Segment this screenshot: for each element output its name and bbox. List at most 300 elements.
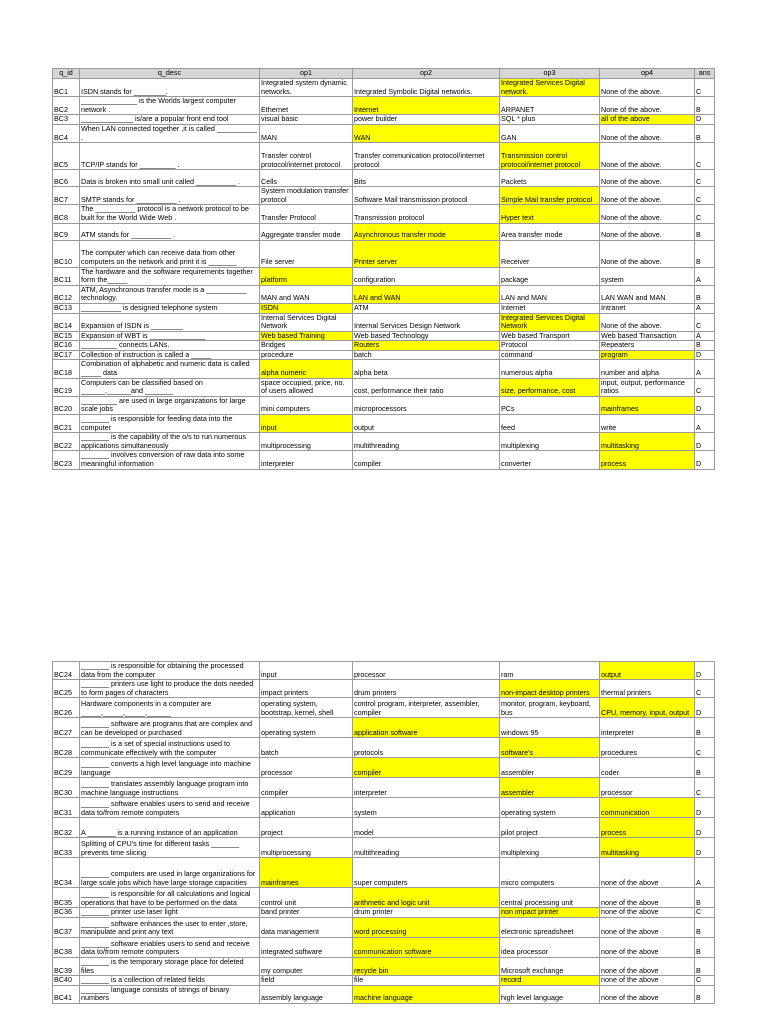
q-desc-cell: ISDN stands for ________. bbox=[80, 79, 260, 97]
ans-cell: B bbox=[695, 718, 715, 738]
op2-cell: Internal Services Design Network bbox=[353, 313, 500, 331]
ans-cell: B bbox=[695, 888, 715, 908]
op4-cell: multitasking bbox=[600, 838, 695, 858]
q-desc-cell: Collection of instruction is called a _____ bbox=[80, 350, 260, 360]
ans-cell: B bbox=[695, 985, 715, 1003]
op2-cell: Bits bbox=[353, 170, 500, 187]
q-id-cell: BC36 bbox=[53, 908, 80, 918]
op1-cell: platform bbox=[260, 267, 353, 285]
op1-cell: field bbox=[260, 976, 353, 986]
table-row bbox=[53, 798, 715, 818]
q-id-cell: BC23 bbox=[53, 451, 80, 469]
table-row bbox=[53, 738, 715, 758]
ans-cell: D bbox=[695, 115, 715, 125]
ans-cell: D bbox=[695, 451, 715, 469]
op4-cell: none of the above bbox=[600, 858, 695, 888]
op3-cell: idea processor bbox=[500, 937, 600, 957]
ans-cell: C bbox=[695, 680, 715, 698]
q-desc-cell: _______ is a set of special instructions used to communicate effectively with the computer bbox=[80, 738, 260, 758]
q-desc-cell: _______ is a collection of related fields bbox=[80, 976, 260, 986]
op2-cell: microprocessors bbox=[353, 396, 500, 414]
q-desc-cell: _______ is the capability of the o/s to run numerous applications simultaneously bbox=[80, 433, 260, 451]
op3-cell: command bbox=[500, 350, 600, 360]
table-row bbox=[53, 303, 715, 313]
op4-cell: None of the above. bbox=[600, 187, 695, 205]
op2-cell: control program, interpreter, assembler, compiler bbox=[353, 698, 500, 718]
ans-cell: B bbox=[695, 285, 715, 303]
q-id-cell: BC20 bbox=[53, 396, 80, 414]
q-id-cell: BC15 bbox=[53, 331, 80, 341]
ans-cell: C bbox=[695, 205, 715, 223]
ans-cell: A bbox=[695, 858, 715, 888]
table-row bbox=[53, 396, 715, 414]
header-q-id: q_id bbox=[53, 69, 80, 79]
op4-cell: None of the above. bbox=[600, 205, 695, 223]
q-desc-cell: ______________ is the Worlds largest computer network . bbox=[80, 97, 260, 115]
op1-cell: Bridges bbox=[260, 341, 353, 351]
ans-cell: D bbox=[695, 662, 715, 680]
table-row bbox=[53, 170, 715, 187]
ans-cell: C bbox=[695, 313, 715, 331]
op2-cell: Internet bbox=[353, 97, 500, 115]
op1-cell: interpreter bbox=[260, 451, 353, 469]
ans-cell: B bbox=[695, 223, 715, 240]
op1-cell: operating system, bootstrap, kernel, shell bbox=[260, 698, 353, 718]
q-desc-cell: Combination of alphabetic and numeric data is called _____ data bbox=[80, 360, 260, 378]
op2-cell: compiler bbox=[353, 758, 500, 778]
op2-cell: multithreading bbox=[353, 838, 500, 858]
q-id-cell: BC7 bbox=[53, 187, 80, 205]
op3-cell: multiplexing bbox=[500, 433, 600, 451]
q-id-cell: BC39 bbox=[53, 957, 80, 975]
op1-cell: space occupied, price, no. of users allowed bbox=[260, 378, 353, 396]
q-desc-cell: ATM stands for __________ . bbox=[80, 223, 260, 240]
op3-cell: Integrated Services Digital network. bbox=[500, 79, 600, 97]
table-row bbox=[53, 433, 715, 451]
ans-cell: C bbox=[695, 738, 715, 758]
op1-cell: MAN and WAN bbox=[260, 285, 353, 303]
ans-cell: B bbox=[695, 97, 715, 115]
op3-cell: record bbox=[500, 976, 600, 986]
table-row bbox=[53, 985, 715, 1003]
op2-cell: configuration bbox=[353, 267, 500, 285]
op3-cell: Simple Mail transfer protocol bbox=[500, 187, 600, 205]
op3-cell: ram bbox=[500, 662, 600, 680]
table-row bbox=[53, 79, 715, 97]
op2-cell: Integrated Symbolic Digital networks. bbox=[353, 79, 500, 97]
ans-cell: D bbox=[695, 396, 715, 414]
ans-cell: B bbox=[695, 937, 715, 957]
q-desc-cell: _______ is responsible for feeding data into the computer bbox=[80, 415, 260, 433]
op1-cell: control unit bbox=[260, 888, 353, 908]
q-id-cell: BC41 bbox=[53, 985, 80, 1003]
table-row bbox=[53, 718, 715, 738]
op2-cell: WAN bbox=[353, 124, 500, 142]
ans-cell: A bbox=[695, 331, 715, 341]
op2-cell: ATM bbox=[353, 303, 500, 313]
q-desc-cell: The hardware and the software requirements together form the_____ bbox=[80, 267, 260, 285]
q-desc-cell: _______ translates assembly language program into machine language instructions bbox=[80, 778, 260, 798]
op3-cell: multiplexing bbox=[500, 838, 600, 858]
table-row bbox=[53, 838, 715, 858]
op1-cell: Aggregate transfer mode bbox=[260, 223, 353, 240]
q-id-cell: BC22 bbox=[53, 433, 80, 451]
op2-cell: application software bbox=[353, 718, 500, 738]
q-desc-cell: _______ printer use laser light bbox=[80, 908, 260, 918]
op2-cell: Asynchronous transfer mode bbox=[353, 223, 500, 240]
table-row bbox=[53, 313, 715, 331]
op4-cell: output bbox=[600, 662, 695, 680]
op3-cell: high level language bbox=[500, 985, 600, 1003]
q-desc-cell: _______ is responsible for all calculations and logical operations that have to be performed on the data bbox=[80, 888, 260, 908]
q-desc-cell: Computers can be classified based on ______,______and _______ bbox=[80, 378, 260, 396]
q-id-cell: BC28 bbox=[53, 738, 80, 758]
table-row bbox=[53, 451, 715, 469]
q-id-cell: BC33 bbox=[53, 838, 80, 858]
op1-cell: input bbox=[260, 662, 353, 680]
q-id-cell: BC35 bbox=[53, 888, 80, 908]
op3-cell: non impact printer bbox=[500, 908, 600, 918]
q-id-cell: BC1 bbox=[53, 79, 80, 97]
q-desc-cell: _______ converts a high level language into machine language bbox=[80, 758, 260, 778]
q-desc-cell: _______ is the temporary storage place for deleted files bbox=[80, 957, 260, 975]
ans-cell: B bbox=[695, 917, 715, 937]
op1-cell: System modulation transfer protocol bbox=[260, 187, 353, 205]
q-desc-cell: Splitting of CPU's time for different tasks _______ prevents time slicing bbox=[80, 838, 260, 858]
op3-cell: Receiver bbox=[500, 240, 600, 267]
table-row bbox=[53, 976, 715, 986]
table-row bbox=[53, 758, 715, 778]
q-desc-cell: _______ software enhances the user to enter ,store, manipulate and print any text bbox=[80, 917, 260, 937]
op3-cell: SQL * plus bbox=[500, 115, 600, 125]
q-id-cell: BC27 bbox=[53, 718, 80, 738]
op1-cell: File server bbox=[260, 240, 353, 267]
q-id-cell: BC16 bbox=[53, 341, 80, 351]
q-desc-cell: _______ software are programs that are complex and can be developed or purchased bbox=[80, 718, 260, 738]
q-id-cell: BC38 bbox=[53, 937, 80, 957]
op4-cell: None of the above. bbox=[600, 79, 695, 97]
q-desc-cell: _______ involves conversion of raw data into some meaningful information bbox=[80, 451, 260, 469]
op2-cell: drum printers bbox=[353, 680, 500, 698]
q-desc-cell: Data is broken into small unit called __________ . bbox=[80, 170, 260, 187]
q-id-cell: BC29 bbox=[53, 758, 80, 778]
op1-cell: band printer bbox=[260, 908, 353, 918]
q-desc-cell: __________ is designed telephone system bbox=[80, 303, 260, 313]
ans-cell: B bbox=[695, 240, 715, 267]
op4-cell: None of the above. bbox=[600, 143, 695, 170]
op1-cell: mini computers bbox=[260, 396, 353, 414]
op3-cell: size, performance, cost bbox=[500, 378, 600, 396]
table-row bbox=[53, 205, 715, 223]
question-table-2 bbox=[52, 661, 715, 1004]
table-row bbox=[53, 267, 715, 285]
ans-cell: C bbox=[695, 143, 715, 170]
op4-cell: Web based Transaction bbox=[600, 331, 695, 341]
op3-cell: Packets bbox=[500, 170, 600, 187]
op3-cell: electronic spreadsheet bbox=[500, 917, 600, 937]
header-op3: op3 bbox=[500, 69, 600, 79]
table-row bbox=[53, 778, 715, 798]
op2-cell: power builder bbox=[353, 115, 500, 125]
op2-cell: machine language bbox=[353, 985, 500, 1003]
header-q-desc: q_desc bbox=[80, 69, 260, 79]
q-id-cell: BC32 bbox=[53, 818, 80, 838]
header-row bbox=[53, 69, 715, 79]
op1-cell: Integrated system dynamic networks. bbox=[260, 79, 353, 97]
op1-cell: visual basic bbox=[260, 115, 353, 125]
q-id-cell: BC2 bbox=[53, 97, 80, 115]
q-desc-cell: _______ language consists of strings of binary numbers bbox=[80, 985, 260, 1003]
q-id-cell: BC19 bbox=[53, 378, 80, 396]
q-id-cell: BC31 bbox=[53, 798, 80, 818]
table-row bbox=[53, 415, 715, 433]
op2-cell: cost, performance their ratio bbox=[353, 378, 500, 396]
op4-cell: input, output, performance ratios bbox=[600, 378, 695, 396]
q-desc-cell: Expansion of ISDN is ________ bbox=[80, 313, 260, 331]
q-id-cell: BC6 bbox=[53, 170, 80, 187]
op4-cell: none of the above bbox=[600, 985, 695, 1003]
q-id-cell: BC12 bbox=[53, 285, 80, 303]
op3-cell: feed bbox=[500, 415, 600, 433]
op3-cell: Transmission control protocol/internet protocol bbox=[500, 143, 600, 170]
op1-cell: multiprocessing bbox=[260, 433, 353, 451]
table-row bbox=[53, 378, 715, 396]
op1-cell: multiprocessing bbox=[260, 838, 353, 858]
table-row bbox=[53, 115, 715, 125]
q-desc-cell: SMTP stands for __________ . bbox=[80, 187, 260, 205]
ans-cell: D bbox=[695, 350, 715, 360]
op3-cell: converter bbox=[500, 451, 600, 469]
op1-cell: Transfer control protocol/internet protocol bbox=[260, 143, 353, 170]
ans-cell: C bbox=[695, 187, 715, 205]
q-id-cell: BC17 bbox=[53, 350, 80, 360]
op4-cell: interpreter bbox=[600, 718, 695, 738]
op1-cell: procedure bbox=[260, 350, 353, 360]
op3-cell: ARPANET bbox=[500, 97, 600, 115]
table-row bbox=[53, 187, 715, 205]
table-row bbox=[53, 937, 715, 957]
table-row bbox=[53, 341, 715, 351]
ans-cell: C bbox=[695, 170, 715, 187]
op4-cell: thermal printers bbox=[600, 680, 695, 698]
op4-cell: coder bbox=[600, 758, 695, 778]
q-desc-cell: _______ software enables users to send and receive data to/from remote computers bbox=[80, 937, 260, 957]
table-row bbox=[53, 917, 715, 937]
q-id-cell: BC11 bbox=[53, 267, 80, 285]
op3-cell: assembler bbox=[500, 758, 600, 778]
op4-cell: write bbox=[600, 415, 695, 433]
ans-cell: A bbox=[695, 267, 715, 285]
ans-cell: A bbox=[695, 415, 715, 433]
ans-cell: C bbox=[695, 908, 715, 918]
header-op2: op2 bbox=[353, 69, 500, 79]
op4-cell: LAN WAN and MAN bbox=[600, 285, 695, 303]
op3-cell: GAN bbox=[500, 124, 600, 142]
op1-cell: processor bbox=[260, 758, 353, 778]
q-id-cell: BC21 bbox=[53, 415, 80, 433]
op2-cell: file bbox=[353, 976, 500, 986]
op4-cell: number and alpha bbox=[600, 360, 695, 378]
op2-cell: multithreading bbox=[353, 433, 500, 451]
table-row bbox=[53, 680, 715, 698]
op3-cell: Area transfer mode bbox=[500, 223, 600, 240]
q-id-cell: BC13 bbox=[53, 303, 80, 313]
op4-cell: None of the above. bbox=[600, 240, 695, 267]
op2-cell: compiler bbox=[353, 451, 500, 469]
table-row bbox=[53, 223, 715, 240]
q-id-cell: BC26 bbox=[53, 698, 80, 718]
op3-cell: assembler bbox=[500, 778, 600, 798]
q-id-cell: BC30 bbox=[53, 778, 80, 798]
op4-cell: Intranet bbox=[600, 303, 695, 313]
q-id-cell: BC9 bbox=[53, 223, 80, 240]
op3-cell: Protocol bbox=[500, 341, 600, 351]
op3-cell: PCs bbox=[500, 396, 600, 414]
op2-cell: alpha beta bbox=[353, 360, 500, 378]
ans-cell: A bbox=[695, 303, 715, 313]
op4-cell: processor bbox=[600, 778, 695, 798]
q-desc-cell: _______ is responsible for obtaining the processed data from the computer bbox=[80, 662, 260, 680]
op3-cell: central processing unit bbox=[500, 888, 600, 908]
op2-cell: Software Mail transmission protocol bbox=[353, 187, 500, 205]
op4-cell: process bbox=[600, 451, 695, 469]
op3-cell: Hyper text bbox=[500, 205, 600, 223]
op2-cell: system bbox=[353, 798, 500, 818]
op1-cell: ISDN bbox=[260, 303, 353, 313]
header-op4: op4 bbox=[600, 69, 695, 79]
ans-cell: D bbox=[695, 818, 715, 838]
op1-cell: my computer bbox=[260, 957, 353, 975]
q-desc-cell: _______ software enables users to send and receive data to/from remote computers bbox=[80, 798, 260, 818]
q-desc-cell: _________ are used in large organizations for large scale jobs bbox=[80, 396, 260, 414]
table-row bbox=[53, 818, 715, 838]
op2-cell: drum printer bbox=[353, 908, 500, 918]
op4-cell: None of the above. bbox=[600, 97, 695, 115]
op4-cell: None of the above. bbox=[600, 124, 695, 142]
ans-cell: C bbox=[695, 378, 715, 396]
op4-cell: all of the above bbox=[600, 115, 695, 125]
q-desc-cell: _______ printers use light to produce the dots needed to form pages of characters bbox=[80, 680, 260, 698]
op1-cell: batch bbox=[260, 738, 353, 758]
op4-cell: system bbox=[600, 267, 695, 285]
table-row bbox=[53, 285, 715, 303]
q-desc-cell: A _______ is a running instance of an application bbox=[80, 818, 260, 838]
op2-cell: interpreter bbox=[353, 778, 500, 798]
op4-cell: none of the above bbox=[600, 888, 695, 908]
op1-cell: Internal Services Digital Network bbox=[260, 313, 353, 331]
ans-cell: A bbox=[695, 360, 715, 378]
op2-cell: Printer server bbox=[353, 240, 500, 267]
op4-cell: procedures bbox=[600, 738, 695, 758]
op4-cell: none of the above bbox=[600, 917, 695, 937]
op3-cell: Internet bbox=[500, 303, 600, 313]
op3-cell: Integrated Services Digital Network bbox=[500, 313, 600, 331]
op4-cell: CPU, memory, input, output bbox=[600, 698, 695, 718]
op2-cell: Web based Technology bbox=[353, 331, 500, 341]
op4-cell: mainframes bbox=[600, 396, 695, 414]
op4-cell: communication bbox=[600, 798, 695, 818]
ans-cell: D bbox=[695, 698, 715, 718]
table-row bbox=[53, 360, 715, 378]
q-desc-cell: ATM, Asynchronous transfer mode is a __________ technology. bbox=[80, 285, 260, 303]
ans-cell: C bbox=[695, 79, 715, 97]
op1-cell: integrated software bbox=[260, 937, 353, 957]
op2-cell: communication software bbox=[353, 937, 500, 957]
ans-cell: B bbox=[695, 341, 715, 351]
op2-cell: word processing bbox=[353, 917, 500, 937]
op3-cell: LAN and MAN bbox=[500, 285, 600, 303]
ans-cell: D bbox=[695, 798, 715, 818]
op2-cell: Transfer communication protocol/internet protocol bbox=[353, 143, 500, 170]
op2-cell: processor bbox=[353, 662, 500, 680]
q-id-cell: BC34 bbox=[53, 858, 80, 888]
table-row bbox=[53, 888, 715, 908]
op2-cell: protocols bbox=[353, 738, 500, 758]
q-desc-cell: _________ connects LANs. bbox=[80, 341, 260, 351]
table-row bbox=[53, 124, 715, 142]
q-desc-cell: When LAN connected together ,it is called __________ . bbox=[80, 124, 260, 142]
op3-cell: numerous alpha bbox=[500, 360, 600, 378]
q-desc-cell: The computer which can receive data from other computers on the network and print it is _______ bbox=[80, 240, 260, 267]
table-row bbox=[53, 858, 715, 888]
q-id-cell: BC37 bbox=[53, 917, 80, 937]
op2-cell: super computers bbox=[353, 858, 500, 888]
q-desc-cell: _____________ is/are a popular front end tool bbox=[80, 115, 260, 125]
table-row bbox=[53, 240, 715, 267]
op3-cell: package bbox=[500, 267, 600, 285]
header-ans: ans bbox=[695, 69, 715, 79]
op1-cell: impact printers bbox=[260, 680, 353, 698]
op4-cell: None of the above. bbox=[600, 313, 695, 331]
table-row bbox=[53, 957, 715, 975]
q-id-cell: BC10 bbox=[53, 240, 80, 267]
op4-cell: None of the above. bbox=[600, 223, 695, 240]
op1-cell: application bbox=[260, 798, 353, 818]
ans-cell: C bbox=[695, 976, 715, 986]
ans-cell: D bbox=[695, 838, 715, 858]
q-desc-cell: Hardware components in a computer are _____,_____,_____,______ bbox=[80, 698, 260, 718]
header-op1: op1 bbox=[260, 69, 353, 79]
question-table-1 bbox=[52, 68, 715, 470]
q-id-cell: BC25 bbox=[53, 680, 80, 698]
op2-cell: Transmission protocol bbox=[353, 205, 500, 223]
op1-cell: assembly language bbox=[260, 985, 353, 1003]
q-id-cell: BC3 bbox=[53, 115, 80, 125]
ans-cell: D bbox=[695, 433, 715, 451]
ans-cell: B bbox=[695, 957, 715, 975]
q-desc-cell: Expansion of WBT is ______________ bbox=[80, 331, 260, 341]
ans-cell: C bbox=[695, 778, 715, 798]
op4-cell: none of the above bbox=[600, 976, 695, 986]
q-desc-cell: _______ computers are used in large organizations for large scale jobs which have large storage capacities bbox=[80, 858, 260, 888]
op3-cell: Microsoft exchange bbox=[500, 957, 600, 975]
op2-cell: Routers bbox=[353, 341, 500, 351]
op1-cell: Web based Training bbox=[260, 331, 353, 341]
op2-cell: LAN and WAN bbox=[353, 285, 500, 303]
ans-cell: B bbox=[695, 758, 715, 778]
op1-cell: data management bbox=[260, 917, 353, 937]
op1-cell: Cells bbox=[260, 170, 353, 187]
op3-cell: monitor, program, keyboard, bus bbox=[500, 698, 600, 718]
op2-cell: recycle bin bbox=[353, 957, 500, 975]
op4-cell: multitasking bbox=[600, 433, 695, 451]
op2-cell: output bbox=[353, 415, 500, 433]
op1-cell: MAN bbox=[260, 124, 353, 142]
op1-cell: Transfer Protocol bbox=[260, 205, 353, 223]
op3-cell: Web based Transport bbox=[500, 331, 600, 341]
op3-cell: pilot project bbox=[500, 818, 600, 838]
q-desc-cell: TCP/IP stands for _________ . bbox=[80, 143, 260, 170]
